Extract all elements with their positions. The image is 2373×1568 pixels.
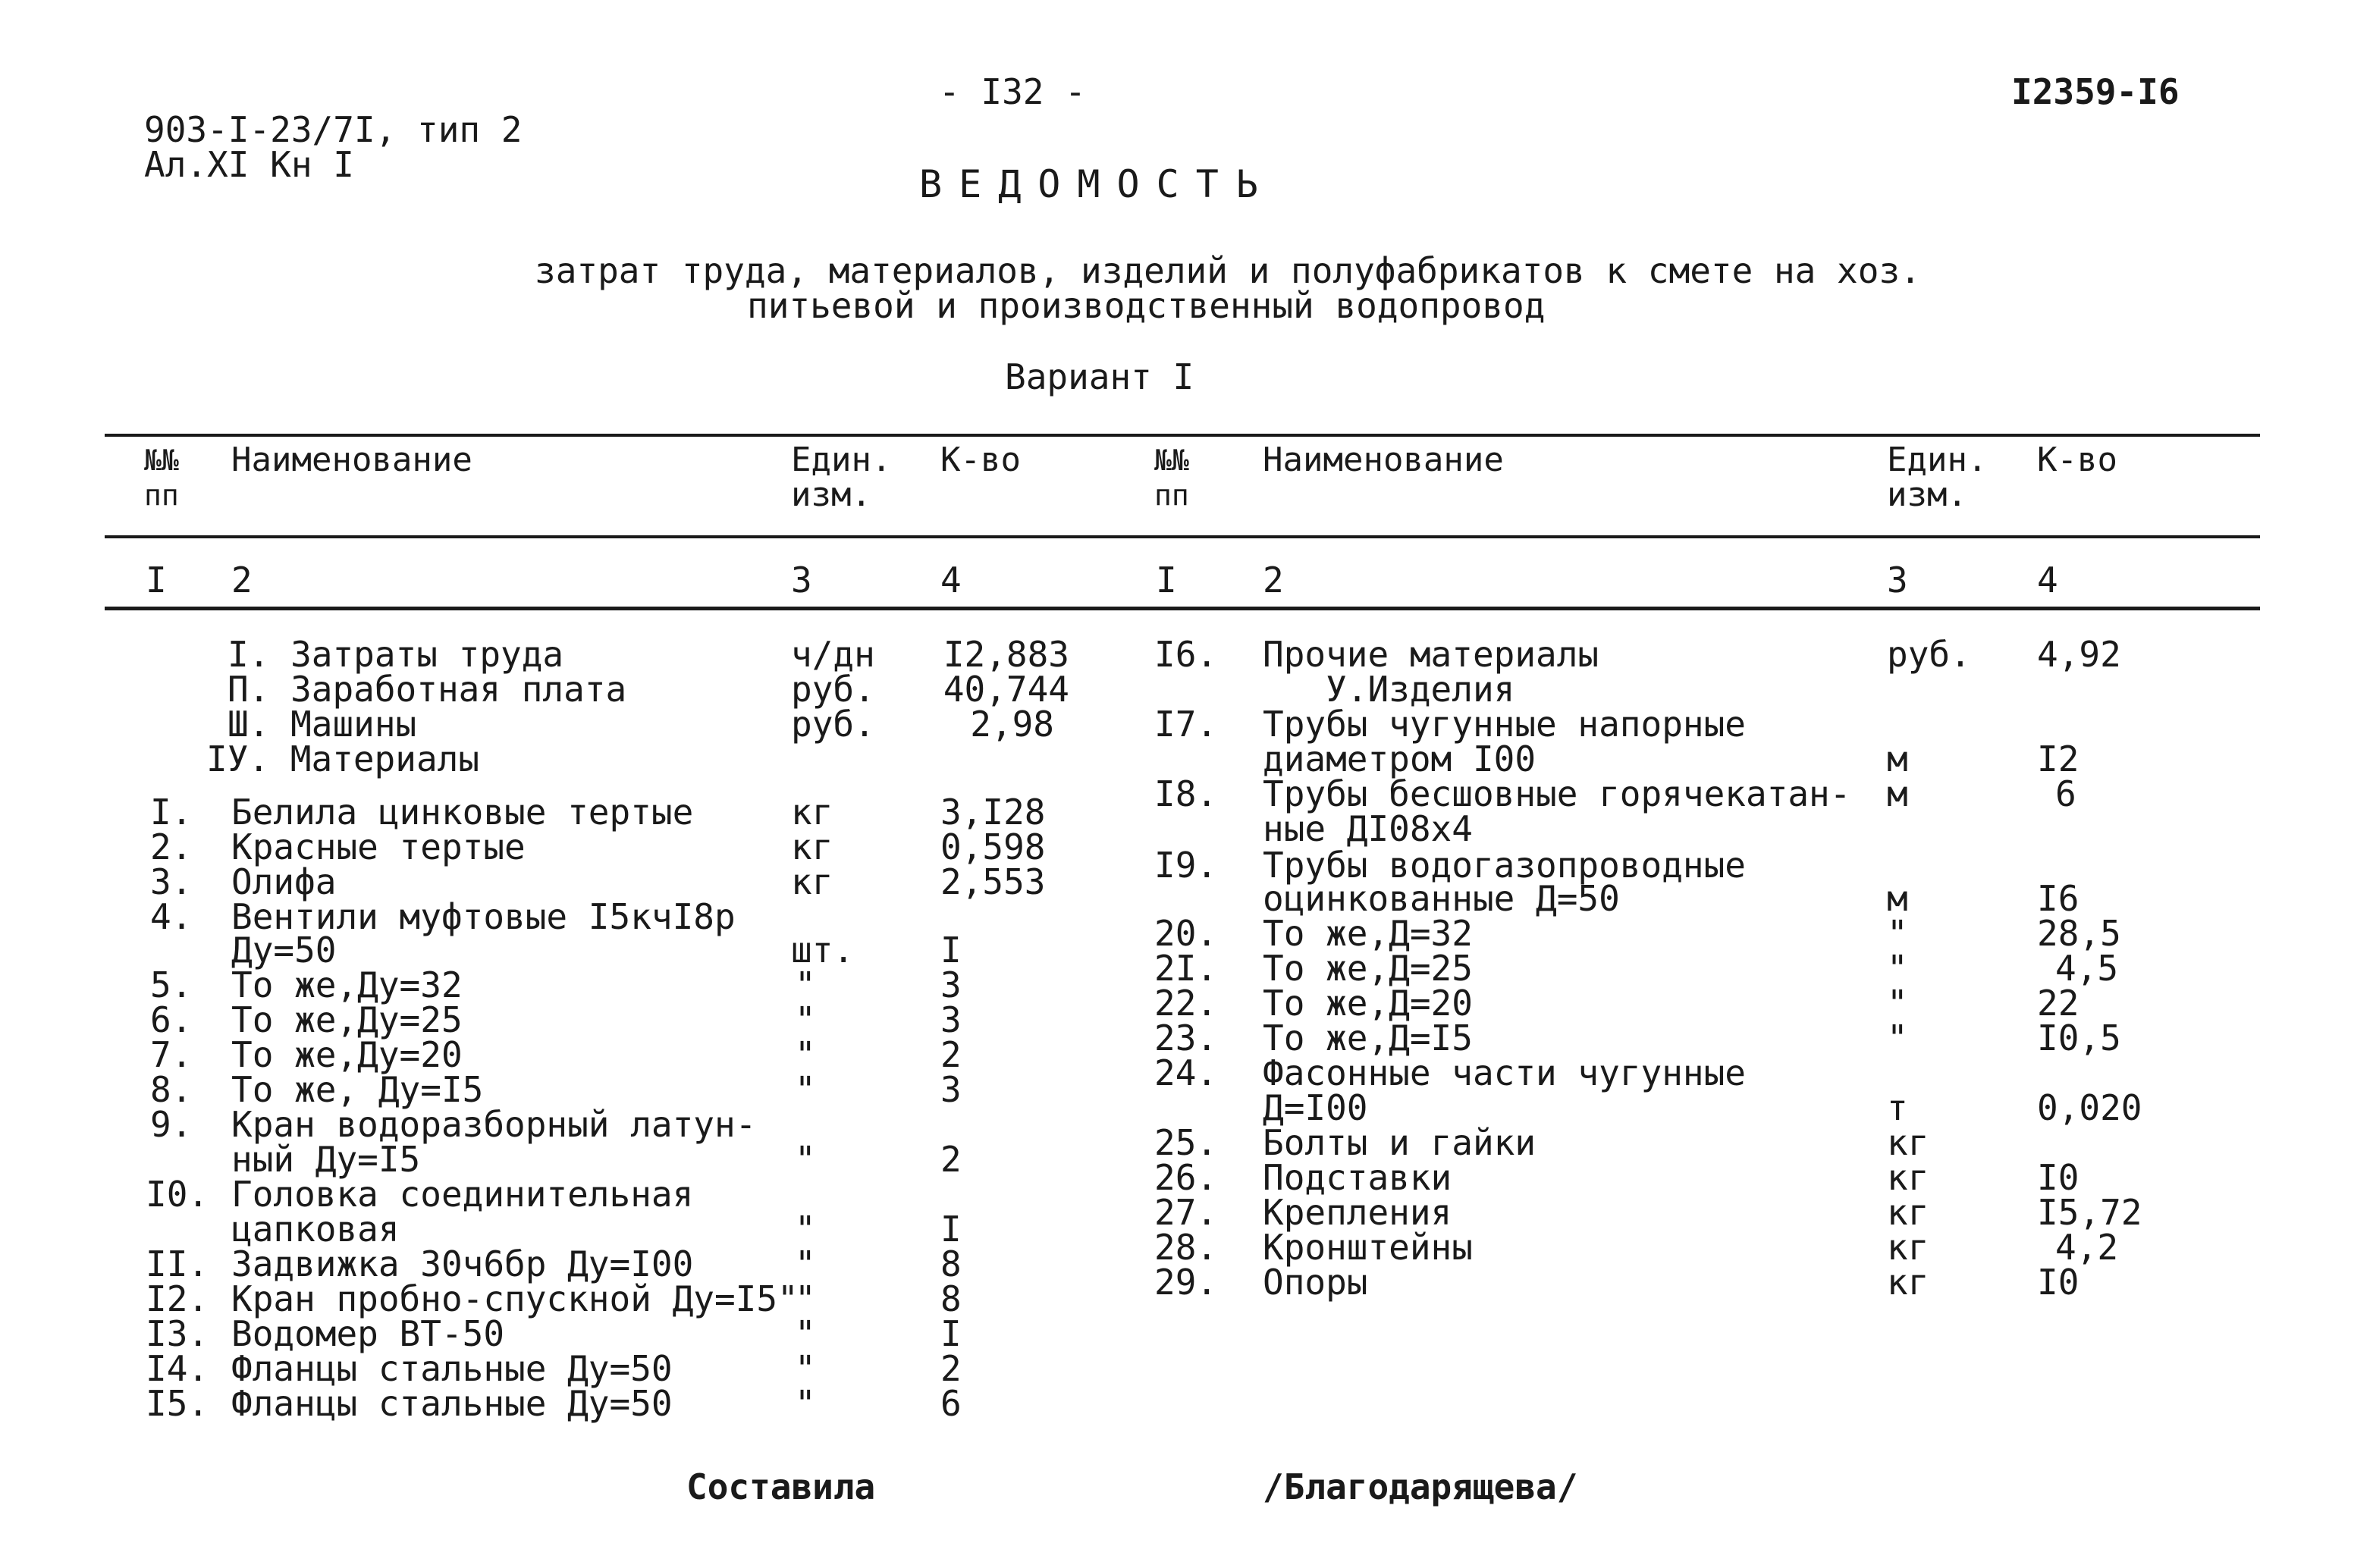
row-name: Вентили муфтовые I5кчI8р: [231, 896, 736, 937]
row-unit: ": [795, 1209, 816, 1250]
row-number: I7.: [1154, 704, 1218, 745]
row-qty: 0,598: [940, 826, 1046, 867]
header-bottom-rule: [105, 535, 2260, 538]
row-unit: ": [795, 1313, 816, 1354]
row-name: Задвижка 30ч6бр Ду=I00: [231, 1243, 694, 1284]
row-unit: ": [795, 964, 816, 1005]
row-number: 6.: [150, 999, 193, 1040]
row-number: I0.: [146, 1174, 209, 1215]
row-qty: I: [940, 1209, 962, 1250]
row-unit: кг: [791, 861, 833, 902]
subtitle-line-2: питьевой и производственный водопровод: [747, 285, 1546, 326]
row-number: 9.: [150, 1104, 193, 1145]
row-name: Кран водоразборный латун-: [231, 1104, 757, 1145]
variant-label: Вариант I: [1005, 356, 1194, 397]
row-unit: ": [1887, 913, 1908, 954]
row-qty: 4,92: [2037, 634, 2121, 675]
left-col-no-header: №№ пп: [144, 444, 179, 512]
summary-name: Ш. Машины: [228, 704, 417, 745]
row-number: 8.: [150, 1069, 193, 1110]
row-qty: 2,553: [940, 861, 1046, 902]
row-name: То же,Ду=20: [231, 1034, 463, 1075]
right-col-qty-header: К-во: [2037, 441, 2117, 479]
row-number: 20.: [1154, 913, 1218, 954]
row-qty: I: [940, 930, 962, 971]
row-name: То же, Ду=I5: [231, 1069, 484, 1110]
row-unit: ": [795, 1383, 816, 1424]
signature-name: /Благодарящева/: [1263, 1466, 1578, 1507]
row-name: То же,Ду=25: [231, 999, 463, 1040]
row-name: оцинкованные Д=50: [1263, 878, 1620, 919]
summary-unit: руб.: [791, 669, 875, 710]
row-number: 26.: [1154, 1157, 1218, 1198]
row-number: 2I.: [1154, 948, 1218, 989]
row-qty: 8: [940, 1278, 962, 1319]
row-number: 3.: [150, 861, 193, 902]
row-name: Прочие материалы: [1263, 634, 1599, 675]
row-qty: 4,5: [2055, 948, 2119, 989]
row-number: 22.: [1154, 983, 1218, 1024]
col-number: 4: [2037, 560, 2058, 601]
row-name: Трубы водогазопроводные: [1263, 845, 1746, 886]
summary-name: I. Затраты труда: [228, 634, 564, 675]
row-unit: кг: [791, 826, 833, 867]
column-number-rule: [105, 607, 2260, 610]
row-name: ные ДI08x4: [1263, 808, 1473, 849]
row-qty: 4,2: [2055, 1227, 2119, 1268]
row-number: I6.: [1154, 634, 1218, 675]
row-number: 5.: [150, 964, 193, 1005]
row-name: То же,Д=32: [1263, 913, 1473, 954]
summary-qty: 2,98: [970, 704, 1054, 745]
project-code: 903-I-23/7I, тип 2: [144, 109, 523, 150]
row-qty: 2: [940, 1139, 962, 1180]
col-number: 3: [1887, 560, 1908, 601]
summary-unit: ч/дн: [791, 634, 875, 675]
row-qty: I0,5: [2037, 1018, 2121, 1058]
summary-qty: 40,744: [943, 669, 1069, 710]
row-name: То же,Ду=32: [231, 964, 463, 1005]
row-number: 23.: [1154, 1018, 1218, 1058]
row-unit: ": [795, 1243, 816, 1284]
row-name: Фланцы стальные Ду=50: [231, 1348, 673, 1389]
row-name: Опоры: [1263, 1262, 1368, 1303]
row-unit: кг: [1887, 1192, 1929, 1233]
row-name: Олифа: [231, 861, 337, 902]
left-col-unit-header: Един. изм.: [791, 441, 892, 514]
row-name: Трубы чугунные напорные: [1263, 704, 1746, 745]
row-name: То же,Д=25: [1263, 948, 1473, 989]
col-number: I: [1156, 560, 1177, 601]
row-qty: I: [940, 1313, 962, 1354]
row-qty: 3: [940, 1069, 962, 1110]
page-number: - I32 -: [939, 71, 1086, 112]
row-name: У.Изделия: [1263, 669, 1515, 710]
table-top-rule: [105, 434, 2260, 437]
row-qty: 2: [940, 1348, 962, 1389]
row-name: Крепления: [1263, 1192, 1452, 1233]
row-number: 4.: [150, 896, 193, 937]
row-name: Ду=50: [231, 930, 337, 971]
row-unit: шт.: [791, 930, 855, 971]
row-name: Д=I00: [1263, 1087, 1368, 1128]
row-name: цапковая: [231, 1209, 400, 1250]
row-unit: кг: [1887, 1227, 1929, 1268]
col-number: 2: [231, 560, 253, 601]
row-unit: ": [795, 1348, 816, 1389]
row-qty: I0: [2037, 1157, 2080, 1198]
row-number: 27.: [1154, 1192, 1218, 1233]
row-number: 24.: [1154, 1052, 1218, 1093]
row-qty: 28,5: [2037, 913, 2121, 954]
row-number: I8.: [1154, 773, 1218, 814]
row-qty: I0: [2037, 1262, 2080, 1303]
subtitle-line-1: затрат труда, материалов, изделий и полуфабрикатов к смете на хоз.: [535, 250, 1921, 291]
row-number: I9.: [1154, 845, 1218, 886]
row-name: Трубы бесшовные горячекатан-: [1263, 773, 1851, 814]
row-qty: 22: [2037, 983, 2080, 1024]
col-number: 4: [940, 560, 962, 601]
left-col-qty-header: К-во: [940, 441, 1021, 479]
row-unit: т: [1887, 1087, 1908, 1128]
row-name: Головка соединительная: [231, 1174, 694, 1215]
row-number: I2.: [146, 1278, 209, 1319]
row-qty: 3,I28: [940, 792, 1046, 833]
row-qty: I2: [2037, 739, 2080, 779]
row-number: I.: [150, 792, 193, 833]
row-unit: м: [1887, 878, 1908, 919]
row-number: II.: [146, 1243, 209, 1284]
row-qty: 6: [940, 1383, 962, 1424]
row-qty: 3: [940, 999, 962, 1040]
page-title: ВЕДОМОСТЬ: [919, 162, 1275, 206]
row-name: Фланцы стальные Ду=50: [231, 1383, 673, 1424]
col-number: I: [146, 560, 167, 601]
signature-label: Составила: [686, 1466, 876, 1507]
row-unit: м: [1887, 739, 1908, 779]
right-col-no-header: №№ пп: [1154, 444, 1189, 512]
row-name: Водомер ВТ-50: [231, 1313, 505, 1354]
row-qty: 3: [940, 964, 962, 1005]
row-qty: 6: [2055, 773, 2076, 814]
row-number: I3.: [146, 1313, 209, 1354]
row-unit: кг: [1887, 1262, 1929, 1303]
row-number: 2.: [150, 826, 193, 867]
row-number: 7.: [150, 1034, 193, 1075]
document-number: I2359-I6: [2011, 71, 2180, 112]
row-unit: ": [1887, 1018, 1908, 1058]
row-unit: ": [1887, 948, 1908, 989]
row-name: диаметром I00: [1263, 739, 1536, 779]
row-number: I4.: [146, 1348, 209, 1389]
summary-name: П. Заработная плата: [228, 669, 627, 710]
row-name: Фасонные части чугунные: [1263, 1052, 1746, 1093]
summary-name: IУ. Материалы: [206, 739, 480, 779]
row-name: Подставки: [1263, 1157, 1452, 1198]
col-number: 3: [791, 560, 812, 601]
left-col-name-header: Наименование: [231, 441, 472, 479]
row-unit: ": [1887, 983, 1908, 1024]
row-unit: ": [795, 1278, 816, 1319]
row-qty: 8: [940, 1243, 962, 1284]
row-number: I5.: [146, 1383, 209, 1424]
row-qty: I6: [2037, 878, 2080, 919]
row-name: То же,Д=I5: [1263, 1018, 1473, 1058]
row-unit: ": [795, 1139, 816, 1180]
row-qty: 2: [940, 1034, 962, 1075]
row-unit: м: [1887, 773, 1908, 814]
row-name: Болты и гайки: [1263, 1122, 1536, 1163]
right-col-unit-header: Един. изм.: [1887, 441, 1988, 514]
summary-qty: I2,883: [943, 634, 1069, 675]
row-unit: руб.: [1887, 634, 1971, 675]
row-name: Красные тертые: [231, 826, 526, 867]
row-unit: кг: [1887, 1122, 1929, 1163]
row-qty: I5,72: [2037, 1192, 2142, 1233]
row-name: Кран пробно-спускной Ду=I5": [231, 1278, 799, 1319]
row-unit: кг: [791, 792, 833, 833]
row-name: Кронштейны: [1263, 1227, 1473, 1268]
col-number: 2: [1263, 560, 1284, 601]
row-number: 29.: [1154, 1262, 1218, 1303]
right-col-name-header: Наименование: [1263, 441, 1504, 479]
row-unit: ": [795, 999, 816, 1040]
row-unit: ": [795, 1034, 816, 1075]
row-unit: ": [795, 1069, 816, 1110]
row-unit: кг: [1887, 1157, 1929, 1198]
summary-unit: руб.: [791, 704, 875, 745]
row-number: 25.: [1154, 1122, 1218, 1163]
row-number: 28.: [1154, 1227, 1218, 1268]
album-book: Ал.XI Кн I: [144, 144, 354, 185]
row-qty: 0,020: [2037, 1087, 2142, 1128]
row-name: Белила цинковые тертые: [231, 792, 694, 833]
row-name: ный Ду=I5: [231, 1139, 421, 1180]
row-name: То же,Д=20: [1263, 983, 1473, 1024]
